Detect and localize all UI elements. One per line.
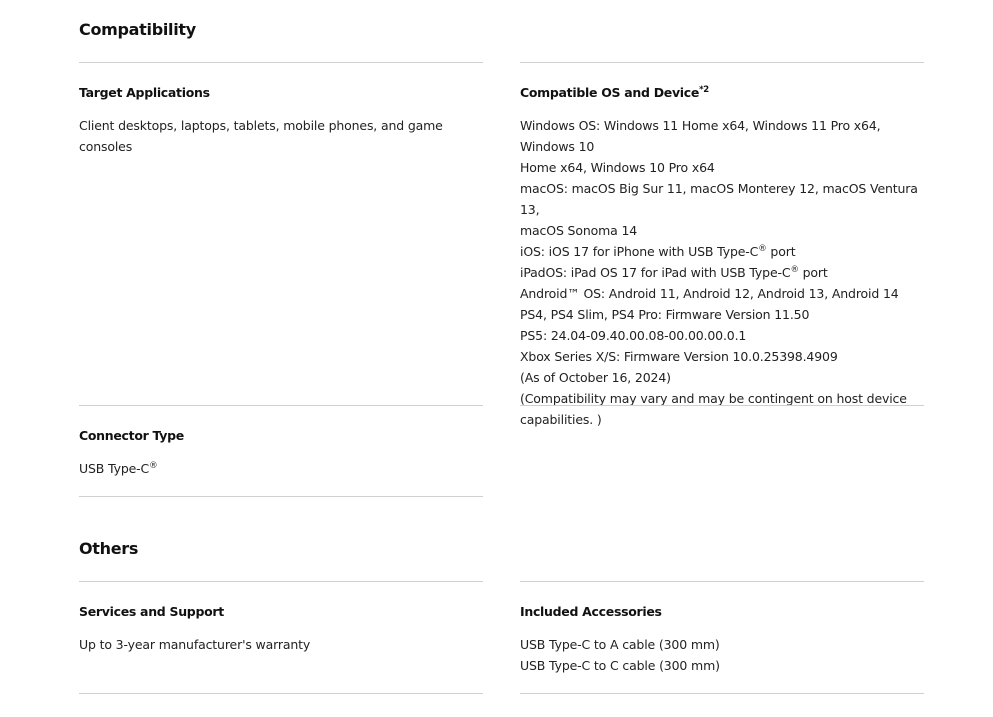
spec-value-line: Android™ OS: Android 11, Android 12, Android 13, Android 14 [520, 286, 899, 301]
spec-value-line: capabilities. ) [520, 412, 602, 427]
spec-value-line: Windows OS: Windows 11 Home x64, Windows 11 Pro x64, Windows 10 [520, 118, 881, 154]
divider [79, 62, 483, 63]
spec-connector-type [79, 428, 489, 479]
divider [79, 581, 483, 582]
divider [79, 693, 483, 694]
section-title-others: Others [79, 539, 139, 558]
spec-services-support [79, 604, 489, 655]
divider [79, 405, 483, 406]
spec-value-line: macOS Sonoma 14 [520, 223, 638, 238]
spec-label-text: Compatible OS and Device [520, 85, 700, 100]
divider [520, 693, 924, 694]
spec-label: Services and Support [79, 604, 224, 619]
ios-text: iOS: iOS 17 for iPhone with USB Type-C [520, 244, 759, 259]
spec-value-line: Up to 3-year manufacturer's warranty [79, 637, 311, 652]
spec-value-line: Xbox Series X/S: Firmware Version 10.0.25398.4909 [520, 349, 838, 364]
spec-value [79, 458, 489, 479]
spec-value [79, 634, 489, 655]
spec-included-accessories [520, 604, 930, 676]
spec-value-line: (As of October 16, 2024) [520, 370, 671, 385]
spec-value-line: USB Type-C to C cable (300 mm) [520, 658, 720, 673]
ios-tail: port [766, 244, 796, 259]
spec-value-line [79, 458, 489, 479]
spec-value-line: PS4, PS4 Slim, PS4 Pro: Firmware Version 11.50 [520, 307, 810, 322]
spec-value-line: PS5: 24.04-09.40.00.08-00.00.00.0.1 [520, 328, 747, 343]
spec-label: Target Applications [79, 85, 210, 100]
registered-mark: ® [790, 265, 799, 275]
registered-mark: ® [149, 461, 158, 471]
divider [520, 581, 924, 582]
spec-value [520, 634, 930, 676]
spec-label [520, 85, 930, 101]
footnote-marker: *2 [699, 85, 709, 95]
section-title-compatibility: Compatibility [79, 20, 196, 39]
spec-value-line: Home x64, Windows 10 Pro x64 [520, 160, 715, 175]
spec-label: Connector Type [79, 428, 184, 443]
spec-value-line: Client desktops, laptops, tablets, mobile phones, and game consoles [79, 118, 443, 154]
spec-value-line-ios [520, 241, 930, 262]
spec-value-line: USB Type-C to A cable (300 mm) [520, 637, 720, 652]
spec-value-line: macOS: macOS Big Sur 11, macOS Monterey 12, macOS Ventura 13, [520, 181, 918, 217]
spec-value [520, 115, 930, 430]
registered-mark: ® [758, 244, 767, 254]
ipados-text: iPadOS: iPad OS 17 for iPad with USB Type-C [520, 265, 791, 280]
spec-label: Included Accessories [520, 604, 662, 619]
spec-target-applications [79, 85, 489, 157]
spec-compatible-os [520, 85, 930, 430]
spec-value-line: (Compatibility may vary and may be contingent on host device [520, 391, 907, 406]
spec-value-line-ipados [520, 262, 930, 283]
connector-text: USB Type-C [79, 461, 150, 476]
divider [79, 496, 483, 497]
divider [520, 62, 924, 63]
divider [520, 405, 924, 406]
spec-value [79, 115, 489, 157]
ipados-tail: port [798, 265, 828, 280]
